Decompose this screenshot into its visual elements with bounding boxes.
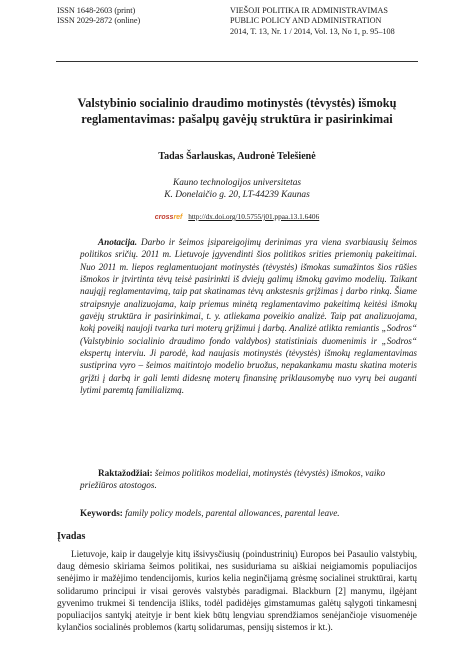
abstract: [80, 236, 417, 396]
keywords-lt-text: šeimos politikos modeliai, motinystės (tėvystės) išmokos, vaiko priežiūros atostogos.: [80, 468, 386, 491]
title-line-2: reglamentavimas: pašalpų gavėjų struktūra ir pasirinkimai: [81, 112, 393, 126]
keywords-en-text: family policy models, parental allowances, parental leave.: [125, 508, 340, 518]
affiliation: [40, 177, 434, 201]
journal-block: [230, 6, 395, 37]
keywords-en: [80, 507, 417, 519]
paper-title: [40, 95, 434, 127]
title-line-1: Valstybinio socialinio draudimo motinystės (tėvystės) išmokų: [77, 96, 397, 110]
abstract-label: Anotacija.: [98, 237, 138, 247]
affiliation-line-2: K. Donelaičio g. 20, LT-44239 Kaunas: [164, 190, 310, 200]
journal-volume: 2014, T. 13, Nr. 1 / 2014, Vol. 13, No 1, p. 95–108: [230, 26, 395, 36]
keywords-lt-label: Raktažodžiai:: [98, 468, 153, 478]
journal-name-en: PUBLIC POLICY AND ADMINISTRATION: [230, 16, 382, 26]
authors: Tadas Šarlauskas, Audronė Telešienė: [158, 151, 316, 162]
keywords-en-label: Keywords:: [80, 508, 123, 518]
issn-block: [57, 6, 140, 27]
issn-print: ISSN 1648-2603 (print): [57, 6, 136, 15]
journal-name-lt: VIEŠOJI POLITIKA IR ADMINISTRAVIMAS: [230, 6, 388, 15]
keywords-lt: [80, 467, 417, 492]
crossref-cross: cross: [154, 214, 174, 221]
issn-online: ISSN 2029-2872 (online): [57, 16, 141, 26]
crossref-logo: [155, 214, 183, 221]
doi-row: [40, 212, 434, 221]
header-divider: [56, 61, 418, 62]
crossref-ref: ref: [173, 214, 183, 221]
affiliation-line-1: Kauno technologijos universitetas: [172, 178, 302, 188]
section-title: Įvadas: [57, 531, 86, 542]
doi-link[interactable]: http://dx.doi.org/10.5755/j01.ppaa.13.1.6406: [188, 212, 320, 221]
intro-paragraph: Lietuvoje, kaip ir daugelyje kitų išsivysčiusių (poindustrinių) Europos bei Pasaulio valstybių, daug dėmesio skiriama šeimos politikai, nes susiduriama su aiškiai neigiamomis populiacijos senėjimo ir mažėjimo tendencijomis, kurios kelia neginčijamą grėsmę socialinei struktūrai, kartų solidarumo principui ir visai gerovės valstybės paradigmai. Blackburn [2] manymu, ilgėjant gyvenimo trukmei ši tendencija išliks, todėl padidėjęs gimstamumas galėtų sąlygoti tinkamesnį populiacijos santykį ateityje ir bent kiek būtų lengviau sprendžiamos senėjančioje visuomenėje kylančios socialinės problemos (kartų solidarumas, pensijų sistemos ir kt.).: [57, 549, 417, 633]
abstract-text: Darbo ir šeimos įsipareigojimų derinimas yra viena svarbiausių šeimos politikos sričių. 2011 m. Lietuvoje įgyvendinti šios politikos srities priemonių pakeitimai. Nuo 2011 m. liepos reglamentuojant motinystės (tėvystės) išmokas sumažintos šios rūšies išmokos ir įtvirtinta tėvų teisė pasirinkti iš dviejų galimų išmokų gavimo modelių. Taikant naująjį reglamentavimą, taip pat skatinamas tėvų ankstesnis grįžimas į darbo rinką. Šiame straipsnyje analizuojama, kaip priemus minėtą reglamentavimo pakeitimą keitėsi išmokų gavėjų struktūra ir pasirinkimai, t. y. atliekama poveikio analizė. Taip pat analizuojama, kokį poveikį naujoji tvarka turi moterų grįžimui į darbą. Analizė atlikta remiantis „Sodros“ (Valstybinio socialinio draudimo fondo valdybos) statistiniais duomenimis ir „Sodros“ ekspertų interviu. Ji parodė, kad naujasis motinystės (tėvystės) išmokų reglamentavimas sustiprina vyro – šeimos maitintojo modelio bruožus, nepakankamu mastu skatina moteris grįžti į darbą ir gali lemti didesnę moterų finansinę priklausomybę nuo vyrų bei auganti lytimi paremtą familializmą.: [80, 237, 418, 396]
